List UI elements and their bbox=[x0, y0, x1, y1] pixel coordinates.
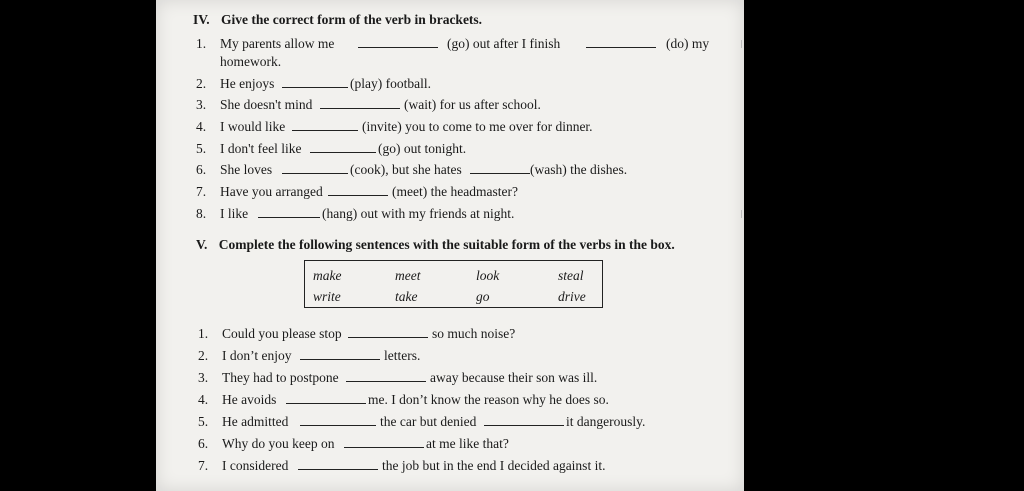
answer-blank[interactable] bbox=[286, 392, 366, 404]
answer-blank[interactable] bbox=[282, 162, 348, 174]
item-text: me. I don’t know the reason why he does so. bbox=[368, 392, 609, 407]
box-word: look bbox=[476, 268, 500, 283]
answer-blank[interactable] bbox=[358, 36, 438, 48]
box-word: meet bbox=[395, 268, 421, 283]
item-text: (do) my bbox=[666, 36, 710, 51]
item-text: He enjoys bbox=[220, 76, 275, 91]
item-text: (cook), but she hates bbox=[350, 162, 462, 177]
scan-mark bbox=[741, 210, 742, 218]
section-4-label: IV. bbox=[193, 12, 210, 27]
item-number: 4. bbox=[198, 392, 209, 407]
item-number: 5. bbox=[196, 141, 207, 156]
section-5-title: Complete the following sentences with the suitable form of the verbs in the box. bbox=[218, 237, 675, 252]
item-text: I considered bbox=[222, 458, 289, 473]
item-text: so much noise? bbox=[432, 326, 516, 341]
item-number: 6. bbox=[196, 162, 207, 177]
answer-blank[interactable] bbox=[586, 36, 656, 48]
scan-mark bbox=[741, 40, 742, 48]
item-text: I don’t enjoy bbox=[222, 348, 292, 363]
section-4-title: Give the correct form of the verb in brackets. bbox=[221, 12, 483, 27]
item-text: the job but in the end I decided against it. bbox=[382, 458, 606, 473]
box-word: take bbox=[395, 289, 418, 304]
answer-blank[interactable] bbox=[300, 414, 376, 426]
item-number: 5. bbox=[198, 414, 209, 429]
item-number: 1. bbox=[198, 326, 209, 341]
item-number: 3. bbox=[196, 97, 207, 112]
answer-blank[interactable] bbox=[282, 76, 348, 88]
item-text: Have you arranged bbox=[220, 184, 323, 199]
answer-blank[interactable] bbox=[292, 119, 358, 131]
box-word: drive bbox=[558, 289, 586, 304]
item-text: (meet) the headmaster? bbox=[392, 184, 518, 199]
item-text: (hang) out with my friends at night. bbox=[322, 206, 515, 221]
section-5-label: V. bbox=[196, 237, 208, 252]
answer-blank[interactable] bbox=[348, 326, 428, 338]
item-text: She loves bbox=[220, 162, 273, 177]
answer-blank[interactable] bbox=[344, 436, 424, 448]
item-number: 7. bbox=[198, 458, 209, 473]
item-text: Could you please stop bbox=[222, 326, 342, 341]
item-text: I would like bbox=[220, 119, 286, 134]
item-text: (play) football. bbox=[350, 76, 431, 91]
item-text: (go) out after I finish bbox=[447, 36, 561, 51]
answer-blank[interactable] bbox=[310, 141, 376, 153]
worksheet-page bbox=[156, 0, 744, 491]
answer-blank[interactable] bbox=[320, 97, 400, 109]
answer-blank[interactable] bbox=[346, 370, 426, 382]
item-text: (wait) for us after school. bbox=[404, 97, 541, 112]
answer-blank[interactable] bbox=[300, 348, 380, 360]
item-text: at me like that? bbox=[426, 436, 509, 451]
item-text: (invite) you to come to me over for dinner. bbox=[362, 119, 593, 134]
item-number: 2. bbox=[196, 76, 207, 91]
item-number: 2. bbox=[198, 348, 209, 363]
answer-blank[interactable] bbox=[258, 206, 320, 218]
item-text: away because their son was ill. bbox=[430, 370, 598, 385]
answer-blank[interactable] bbox=[298, 458, 378, 470]
item-text: I don't feel like bbox=[220, 141, 302, 156]
item-text: My parents allow me bbox=[220, 36, 335, 51]
item-number: 1. bbox=[196, 36, 207, 51]
item-text: They had to postpone bbox=[222, 370, 339, 385]
item-text: (wash) the dishes. bbox=[530, 162, 628, 177]
box-word: go bbox=[476, 289, 490, 304]
item-text: He admitted bbox=[222, 414, 289, 429]
item-text: it dangerously. bbox=[566, 414, 646, 429]
word-box bbox=[304, 260, 603, 308]
item-text: I like bbox=[220, 206, 249, 221]
section-4-heading bbox=[193, 12, 482, 28]
item-text: the car but denied bbox=[380, 414, 477, 429]
item-continuation: homework. bbox=[220, 54, 282, 69]
answer-blank[interactable] bbox=[470, 162, 530, 174]
section-5-heading bbox=[196, 237, 675, 253]
item-text: (go) out tonight. bbox=[378, 141, 467, 156]
item-number: 3. bbox=[198, 370, 209, 385]
answer-blank[interactable] bbox=[484, 414, 564, 426]
item-text: He avoids bbox=[222, 392, 277, 407]
box-word: write bbox=[313, 289, 341, 304]
item-text: Why do you keep on bbox=[222, 436, 335, 451]
item-text: She doesn't mind bbox=[220, 97, 313, 112]
item-number: 7. bbox=[196, 184, 207, 199]
item-number: 8. bbox=[196, 206, 207, 221]
item-number: 4. bbox=[196, 119, 207, 134]
box-word: make bbox=[313, 268, 342, 283]
answer-blank[interactable] bbox=[328, 184, 388, 196]
item-number: 6. bbox=[198, 436, 209, 451]
item-text: letters. bbox=[384, 348, 421, 363]
box-word: steal bbox=[558, 268, 584, 283]
